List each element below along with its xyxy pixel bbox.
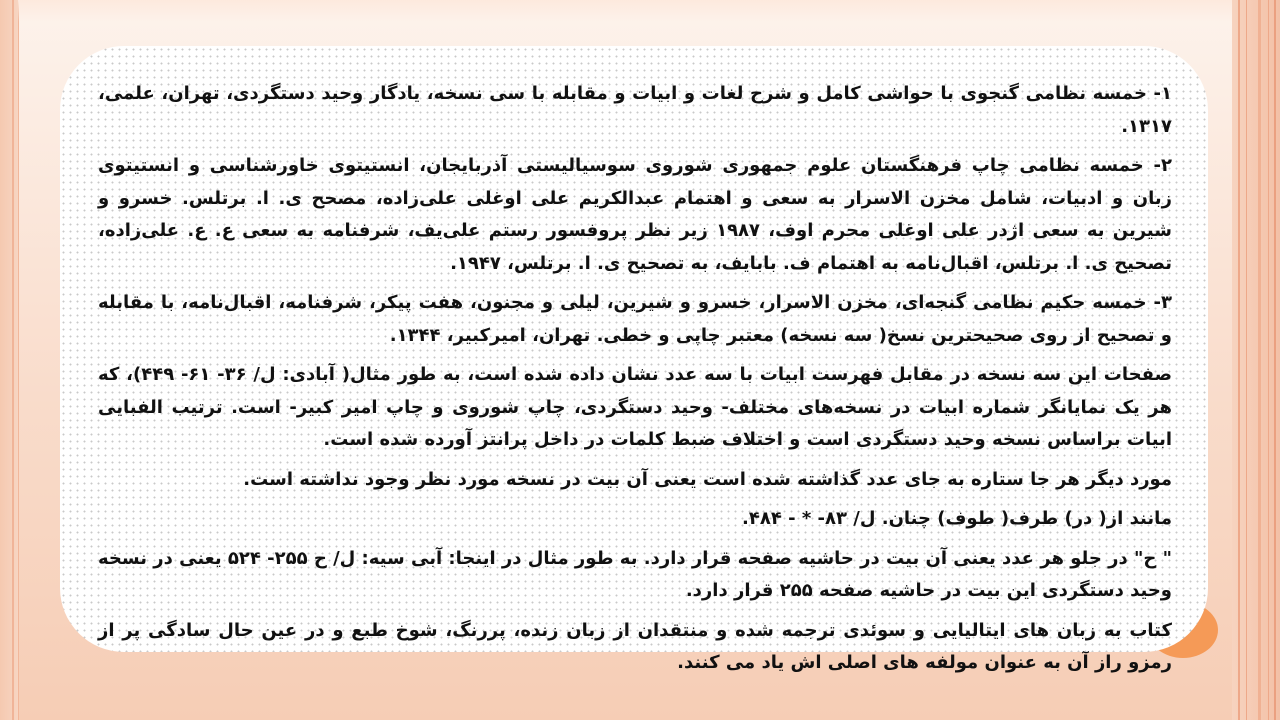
border-stripe — [1274, 0, 1276, 720]
slide-text-body — [98, 78, 1172, 680]
paragraph-source-3: ۳- خمسه حکیم نظامی گنجه‌ای، مخزن الاسرار، خسرو و شیرین، لیلی و مجنون، هفت پیکر، شرفنامه، اقبال‌نامه، با مقابله و تصحیح از روی صحیحترین نسخ( سه نسخه) معتبر چاپی و خطی. تهران، امیرکبیر، ۱۳۴۴. — [98, 292, 1172, 346]
paragraph-source-2: ۲- خمسه نظامی چاپ فرهنگستان علوم جمهوری شوروی سوسیالیستی آذربایجان، انستیتوی خاورشناسی و انستیتوی زبان و ادبیات، شامل مخزن الاسرار به سعی و اهتمام عبدالکریم علی اوغلی علی‌زاده، مصحح ی. ا. برتلس. خسرو و شیرین به سعی اژدر علی اوغلی محرم اوف، ۱۹۸۷ زیر نظر پروفسور رستم علی‌یف، شرفنامه به سعی ع. ع. علی‌زاده، تصحیح ی. ا. برتلس، اقبال‌نامه به اهتمام ف. بابایف، به تصحیح ی. ا. برتلس، ۱۹۴۷. — [98, 155, 1172, 274]
slide-top-band — [18, 0, 1232, 22]
border-stripe — [1268, 0, 1269, 720]
border-stripe — [1238, 0, 1240, 720]
paragraph-margin-note: " ح" در جلو هر عدد یعنی آن بیت در حاشیه صفحه قرار دارد. به طور مثال در اینجا: آبی سیه: ل/ ح ۲۵۵- ۵۲۴ یعنی در نسخه وحید دستگردی این بیت در حاشیه صفحه ۲۵۵ قرار دارد. — [98, 547, 1172, 601]
paragraph-star-note: مورد دیگر هر جا ستاره به جای عدد گذاشته شده است یعنی آن بیت در نسخه مورد نظر وجود نداشته است. — [243, 468, 1172, 490]
slide-right-border — [1232, 0, 1280, 720]
paragraph-translations: کتاب به زبان های ایتالیایی و سوئدی ترجمه شده و منتقدان از زبان زنده، پررنگ، شوخ طبع و در عین حال سادگی پر از رمزو راز آن به عنوان مولفه های اصلی اش یاد می کنند. — [98, 619, 1172, 673]
paragraph-page-numbering: صفحات این سه نسخه در مقابل فهرست ابیات با سه عدد نشان داده شده است، به طور مثال( آبادی: ل/ ۳۶- ۶۱- ۴۴۹)، که هر یک نمایانگر شماره ابیات در نسخه‌های مختلف- وحید دستگردی، چاپ شوروی و چاپ امیر کبیر- است. ترتیب الفبایی ابیات براساس نسخه وحید دستگردی است و اختلاف ضبط کلمات در داخل پرانتز آورده شده است. — [98, 364, 1172, 450]
paragraph-example: مانند از( در) طرف( طوف) چنان. ل/ ۸۳- * - ۴۸۴. — [742, 508, 1172, 529]
paragraph-source-1: ۱- خمسه نظامی گنجوی با حواشی کامل و شرح لغات و ابیات و مقابله با سی نسخه، یادگار وحید دستگردی، تهران، علمی، ۱۳۱۷. — [98, 83, 1172, 137]
border-stripe — [1258, 0, 1261, 720]
border-stripe — [1246, 0, 1247, 720]
slide-left-border — [0, 0, 19, 720]
content-card — [60, 46, 1208, 673]
